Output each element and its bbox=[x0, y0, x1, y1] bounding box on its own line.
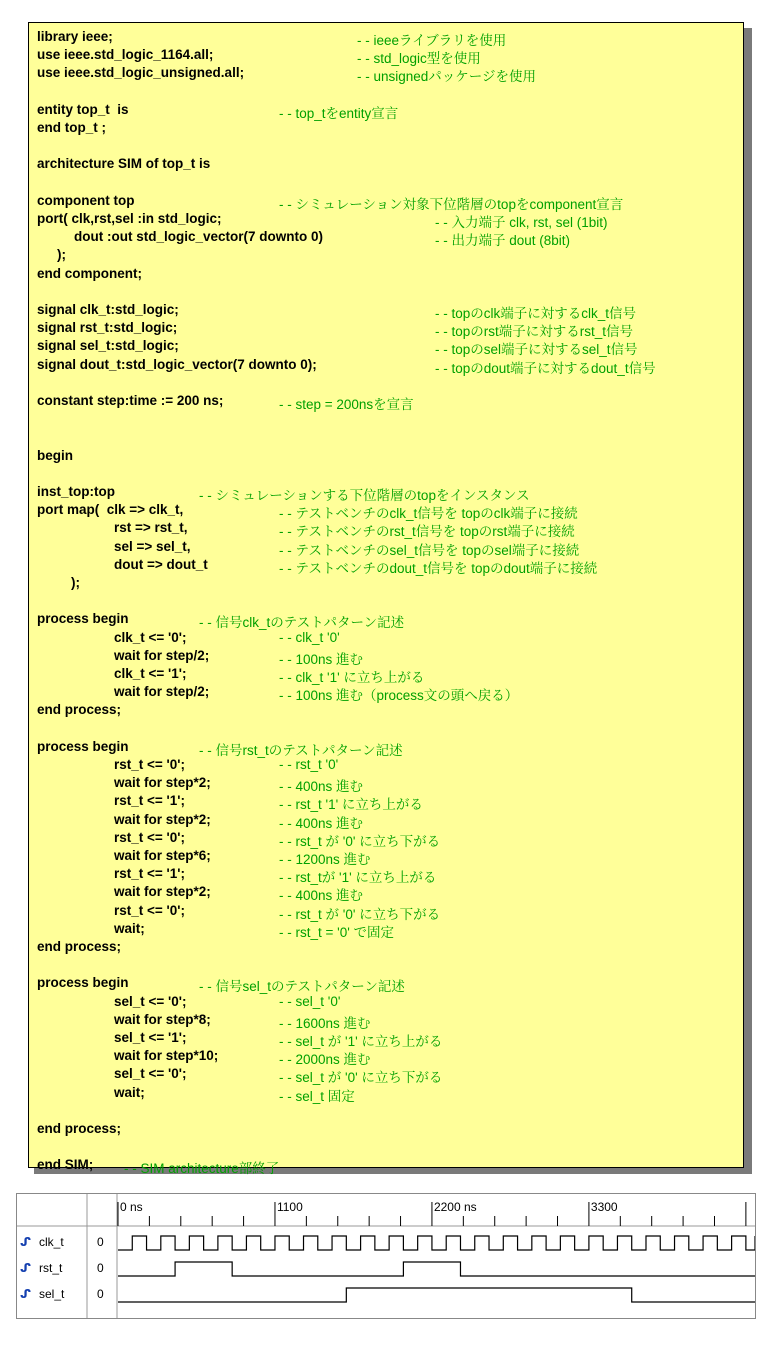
code-line bbox=[29, 1121, 743, 1139]
code-line bbox=[29, 884, 743, 902]
code-text: signal clk_t:std_logic; bbox=[37, 302, 179, 317]
code-comment: - - 1600ns 進む bbox=[279, 1015, 371, 1031]
code-comment: - - 400ns 進む bbox=[279, 815, 364, 831]
code-comment: - - テストベンチのdout_t信号を topのdout端子に接続 bbox=[279, 560, 598, 576]
code-line bbox=[29, 47, 743, 65]
code-comment: - - topのclk端子に対するclk_t信号 bbox=[435, 306, 637, 321]
code-line bbox=[29, 1103, 743, 1121]
code-text: ); bbox=[57, 247, 66, 263]
code-line bbox=[29, 84, 743, 102]
code-text: clk_t <= '0'; bbox=[114, 629, 187, 645]
code-comment: - - rst_t '0' bbox=[279, 757, 339, 772]
code-line bbox=[29, 1157, 743, 1175]
signal-icon: ᔑ bbox=[20, 1235, 32, 1249]
code-line bbox=[29, 757, 743, 775]
code-line bbox=[29, 120, 743, 138]
code-comment: - - clk_t '0' bbox=[279, 629, 340, 645]
code-text: wait; bbox=[114, 1084, 145, 1100]
code-text: rst => rst_t, bbox=[114, 520, 188, 536]
code-line bbox=[29, 812, 743, 830]
code-comment: - - テストベンチのsel_t信号を topのsel端子に接続 bbox=[279, 542, 580, 558]
code-text: rst_t <= '0'; bbox=[114, 902, 185, 918]
code-line bbox=[29, 393, 743, 411]
code-text: end component; bbox=[37, 265, 142, 281]
code-text: wait for step*2; bbox=[114, 775, 211, 791]
code-comment: - - ieeeライブラリを使用 bbox=[357, 33, 507, 48]
code-line bbox=[29, 266, 743, 284]
code-comment: - - sel_t 固定 bbox=[279, 1088, 355, 1104]
code-text: end SIM; bbox=[37, 1157, 94, 1173]
code-line bbox=[29, 648, 743, 666]
waveform-viewer[interactable] bbox=[16, 1193, 756, 1319]
code-text: port( clk,rst,sel :in std_logic; bbox=[37, 211, 222, 226]
code-text: use ieee.std_logic_unsigned.all; bbox=[37, 65, 245, 81]
code-line bbox=[29, 557, 743, 575]
signal-waveform-rst_t bbox=[118, 1262, 755, 1276]
signal-name: rst_t bbox=[39, 1261, 63, 1275]
code-text: wait for step*8; bbox=[114, 1011, 211, 1027]
code-line bbox=[29, 921, 743, 939]
signal-name: clk_t bbox=[39, 1235, 64, 1249]
time-label: 1100 bbox=[276, 1200, 303, 1214]
code-text: sel_t <= '1'; bbox=[114, 1030, 187, 1045]
code-line bbox=[29, 702, 743, 720]
code-text: rst_t <= '1'; bbox=[114, 793, 185, 809]
signal-value: 0 bbox=[97, 1287, 104, 1301]
code-line bbox=[29, 975, 743, 993]
waveform-canvas bbox=[17, 1194, 755, 1318]
code-line bbox=[29, 247, 743, 265]
code-text: signal rst_t:std_logic; bbox=[37, 320, 178, 336]
code-line bbox=[29, 739, 743, 757]
code-line bbox=[29, 903, 743, 921]
code-line bbox=[29, 666, 743, 684]
code-line bbox=[29, 284, 743, 302]
code-line bbox=[29, 448, 743, 466]
code-text: wait for step*10; bbox=[114, 1048, 219, 1064]
code-comment: - - rst_t '1' に立ち上がる bbox=[279, 797, 423, 813]
signal-icon: ᔑ bbox=[20, 1287, 32, 1301]
code-line bbox=[29, 520, 743, 538]
code-line bbox=[29, 939, 743, 957]
code-text: process begin bbox=[37, 738, 129, 754]
code-comment: - - 出力端子 dout (8bit) bbox=[435, 233, 571, 249]
code-text: wait for step*2; bbox=[114, 884, 211, 900]
code-text: wait for step/2; bbox=[114, 684, 210, 700]
code-line bbox=[29, 411, 743, 429]
code-text: wait; bbox=[114, 920, 145, 936]
code-text: signal dout_t:std_logic_vector(7 downto 0); bbox=[37, 356, 317, 372]
code-line bbox=[29, 1048, 743, 1066]
time-label: 0 ns bbox=[120, 1200, 143, 1214]
code-comment: - - rst_t が '0' に立ち下がる bbox=[279, 906, 441, 922]
code-text: end process; bbox=[37, 939, 122, 954]
code-text: wait for step*2; bbox=[114, 811, 211, 827]
code-text: end process; bbox=[37, 1121, 122, 1136]
code-line bbox=[29, 1139, 743, 1157]
code-text: dout :out std_logic_vector(7 downto 0) bbox=[74, 229, 323, 245]
code-comment: - - 入力端子 clk, rst, sel (1bit) bbox=[435, 215, 608, 230]
code-text: end top_t ; bbox=[37, 120, 106, 135]
code-line bbox=[29, 156, 743, 174]
code-text: ); bbox=[71, 575, 80, 590]
code-text: constant step:time := 200 ns; bbox=[37, 393, 224, 408]
code-line bbox=[29, 193, 743, 211]
code-comment: - - topのrst端子に対するrst_t信号 bbox=[435, 324, 634, 340]
code-comment: - - clk_t '1' に立ち上がる bbox=[279, 670, 425, 685]
code-line bbox=[29, 429, 743, 447]
code-text: dout => dout_t bbox=[114, 556, 208, 572]
code-text: sel => sel_t, bbox=[114, 538, 191, 554]
code-text: end process; bbox=[37, 702, 122, 718]
code-text: begin bbox=[37, 447, 73, 463]
code-comment: - - std_logic型を使用 bbox=[357, 51, 481, 67]
code-comment: - - topのdout端子に対するdout_t信号 bbox=[435, 360, 656, 376]
code-text: rst_t <= '0'; bbox=[114, 757, 185, 772]
code-text: rst_t <= '0'; bbox=[114, 829, 185, 845]
code-line bbox=[29, 721, 743, 739]
code-text: sel_t <= '0'; bbox=[114, 1066, 187, 1082]
code-comment: - - rst_tが '1' に立ち上がる bbox=[279, 870, 437, 886]
signal-name: sel_t bbox=[39, 1287, 65, 1301]
code-line bbox=[29, 484, 743, 502]
code-line bbox=[29, 29, 743, 47]
code-text: entity top_t is bbox=[37, 101, 129, 117]
code-comment: - - sel_t '0' bbox=[279, 993, 341, 1009]
code-comment: - - 400ns 進む bbox=[279, 888, 364, 904]
code-line bbox=[29, 994, 743, 1012]
code-comment: - - topのsel端子に対するsel_t信号 bbox=[435, 342, 638, 358]
code-comment: - - 400ns 進む bbox=[279, 779, 364, 795]
code-comment: - - rst_t が '0' に立ち下がる bbox=[279, 833, 441, 849]
code-line bbox=[29, 866, 743, 884]
code-line bbox=[29, 1066, 743, 1084]
code-line bbox=[29, 65, 743, 83]
code-line bbox=[29, 593, 743, 611]
code-line bbox=[29, 375, 743, 393]
code-text: process begin bbox=[37, 975, 129, 991]
signal-waveform-clk_t bbox=[118, 1236, 755, 1250]
code-line bbox=[29, 175, 743, 193]
code-text: architecture SIM of top_t is bbox=[37, 156, 211, 172]
code-text: library ieee; bbox=[37, 29, 113, 44]
code-comment: - - 1200ns 進む bbox=[279, 852, 371, 867]
code-comment: - - SIM architecture部終了 bbox=[124, 1161, 280, 1177]
code-line bbox=[29, 1030, 743, 1048]
code-comment: - - テストベンチのclk_t信号を topのclk端子に接続 bbox=[279, 506, 578, 522]
code-comment: - - rst_t = '0' で固定 bbox=[279, 924, 395, 940]
code-text: clk_t <= '1'; bbox=[114, 666, 187, 681]
time-label: 2200 ns bbox=[433, 1200, 477, 1214]
code-comment: - - シミュレーションする下位階層のtopをインスタンス bbox=[199, 488, 530, 503]
code-line bbox=[29, 957, 743, 975]
code-line bbox=[29, 357, 743, 375]
code-text: wait for step/2; bbox=[114, 647, 210, 663]
code-line bbox=[29, 502, 743, 520]
code-text: port map( clk => clk_t, bbox=[37, 502, 184, 518]
code-text: component top bbox=[37, 192, 135, 208]
code-comment: - - unsignedパッケージを使用 bbox=[357, 69, 537, 85]
code-line bbox=[29, 684, 743, 702]
code-line bbox=[29, 138, 743, 156]
code-line bbox=[29, 611, 743, 629]
code-line bbox=[29, 848, 743, 866]
code-line bbox=[29, 775, 743, 793]
code-line bbox=[29, 229, 743, 247]
code-comment: - - 信号clk_tのテストパターン記述 bbox=[199, 615, 405, 631]
signal-value: 0 bbox=[97, 1235, 104, 1249]
code-line bbox=[29, 539, 743, 557]
code-comment: - - 100ns 進む bbox=[279, 651, 364, 667]
code-comment: - - sel_t が '1' に立ち上がる bbox=[279, 1034, 443, 1049]
code-comment: - - シミュレーション対象下位階層のtopをcomponent宣言 bbox=[279, 196, 624, 212]
code-text: sel_t <= '0'; bbox=[114, 993, 187, 1009]
code-line bbox=[29, 630, 743, 648]
code-line bbox=[29, 466, 743, 484]
code-line bbox=[29, 211, 743, 229]
code-comment: - - 信号rst_tのテストパターン記述 bbox=[199, 742, 403, 758]
code-line bbox=[29, 102, 743, 120]
code-comment: - - top_tをentity宣言 bbox=[279, 105, 399, 121]
signal-value: 0 bbox=[97, 1261, 104, 1275]
signal-waveform-sel_t bbox=[118, 1288, 755, 1302]
signal-icon: ᔑ bbox=[20, 1261, 32, 1275]
code-line bbox=[29, 575, 743, 593]
code-comment: - - 信号sel_tのテストパターン記述 bbox=[199, 979, 405, 995]
code-comment: - - sel_t が '0' に立ち下がる bbox=[279, 1070, 443, 1086]
code-line bbox=[29, 338, 743, 356]
code-line bbox=[29, 302, 743, 320]
code-line bbox=[29, 793, 743, 811]
code-text: use ieee.std_logic_1164.all; bbox=[37, 47, 214, 63]
code-line bbox=[29, 1012, 743, 1030]
code-text: wait for step*6; bbox=[114, 848, 211, 863]
code-comment: - - 2000ns 進む bbox=[279, 1052, 371, 1068]
code-comment: - - 100ns 進む（process文の頭へ戻る） bbox=[279, 688, 519, 704]
code-text: inst_top:top bbox=[37, 484, 115, 499]
code-comment: - - テストベンチのrst_t信号を topのrst端子に接続 bbox=[279, 524, 575, 540]
code-line bbox=[29, 830, 743, 848]
vhdl-code-box bbox=[28, 22, 744, 1177]
code-line bbox=[29, 1085, 743, 1103]
code-text: rst_t <= '1'; bbox=[114, 866, 185, 882]
code-text: signal sel_t:std_logic; bbox=[37, 338, 179, 354]
code-comment: - - step = 200nsを宣言 bbox=[279, 397, 414, 412]
code-line bbox=[29, 320, 743, 338]
code-text: process begin bbox=[37, 611, 129, 627]
time-label: 3300 bbox=[590, 1200, 618, 1214]
